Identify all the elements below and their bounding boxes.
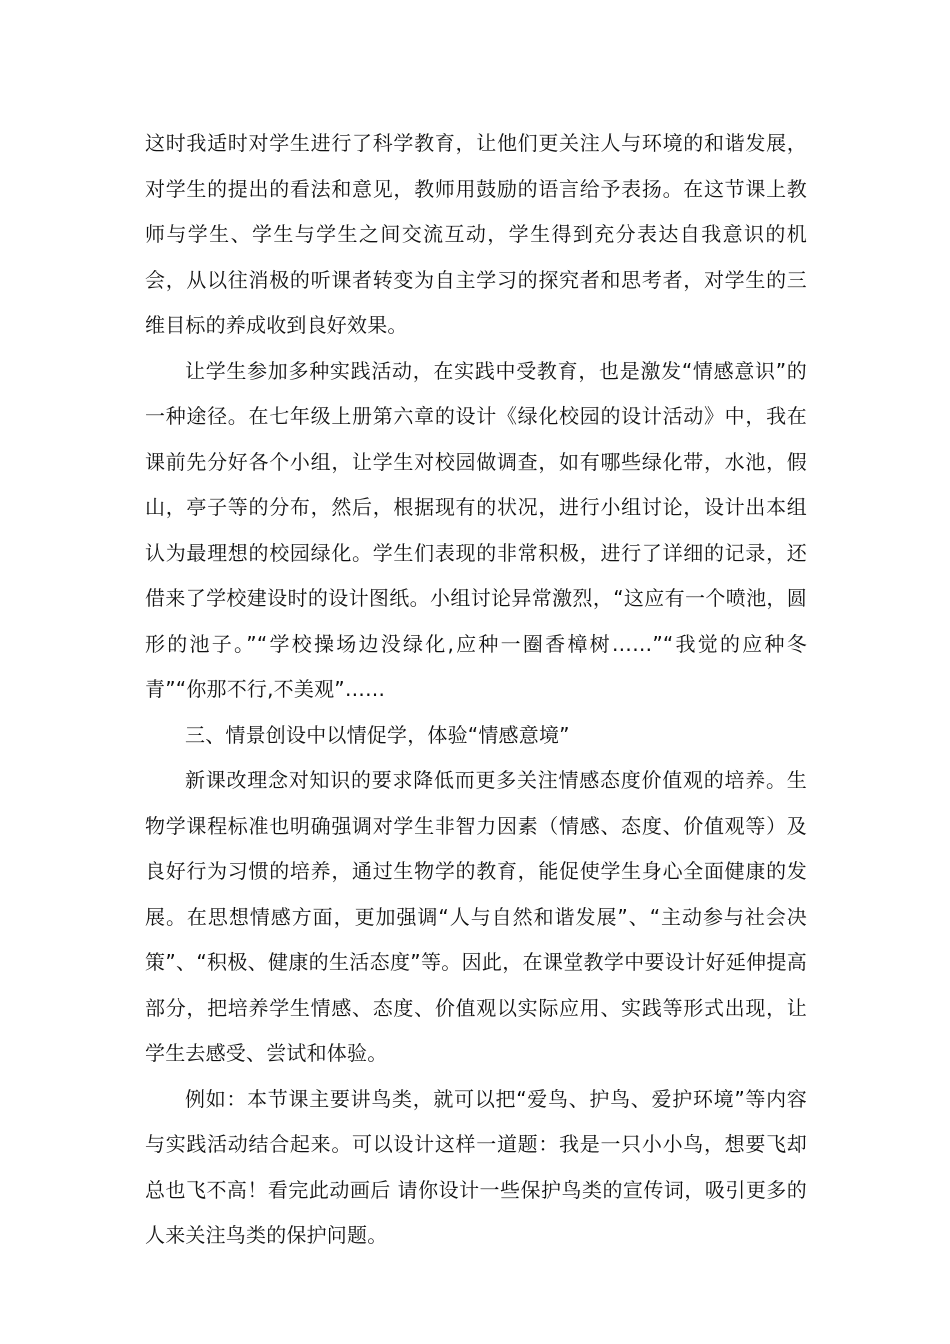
- paragraph-practice-activities: 让学生参加多种实践活动，在实践中受教育，也是激发“情感意识”的一种途径。在七年级上册第六章的设计《绿化校园的设计活动》中，我在课前先分好各个小组，让学生对校园做调查，如有哪些绿化带，水池，假山，亭子等的分布，然后，根据现有的状况，进行小组讨论，设计出本组认为最理想的校园绿化。学生们表现的非常积极，进行了详细的记录，还借来了学校建设时的设计图纸。小组讨论异常激烈，“这应有一个喷池，圆形的池子。”“学校操场边没绿化,应种一圈香樟树……”“我觉的应种冬青”“你那不行,不美观”……: [145, 358, 807, 701]
- paragraph-curriculum-reform: 新课改理念对知识的要求降低而更多关注情感态度价值观的培养。生物学课程标准也明确强调对学生非智力因素（情感、态度、价值观等）及良好行为习惯的培养，通过生物学的教育，能促使学生身心全面健康的发展。在思想情感方面，更加强调“人与自然和谐发展”、“主动参与社会决策”、“积极、健康的生活态度”等。因此，在课堂教学中要设计好延伸提高部分，把培养学生情感、态度、价值观以实际应用、实践等形式出现，让学生去感受、尝试和体验。: [145, 768, 807, 1065]
- section-heading: 三、情景创设中以情促学，体验“情感意境”: [185, 722, 570, 747]
- paragraph-example-birds: 例如：本节课主要讲鸟类，就可以把“爱鸟、护鸟、爱护环境”等内容与实践活动结合起来。可以设计这样一道题：我是一只小小鸟，想要飞却总也飞不高！看完此动画后 请你设计一些保护鸟类的宣传词，吸引更多的人来关注鸟类的保护问题。: [145, 1086, 807, 1247]
- document-body: [145, 121, 807, 1259]
- paragraph-continued: 这时我适时对学生进行了科学教育，让他们更关注人与环境的和谐发展，对学生的提出的看法和意见，教师用鼓励的语言给予表扬。在这节课上教师与学生、学生与学生之间交流互动，学生得到充分表达自我意识的机会，从以往消极的听课者转变为自主学习的探究者和思考者，对学生的三维目标的养成收到良好效果。: [145, 131, 807, 337]
